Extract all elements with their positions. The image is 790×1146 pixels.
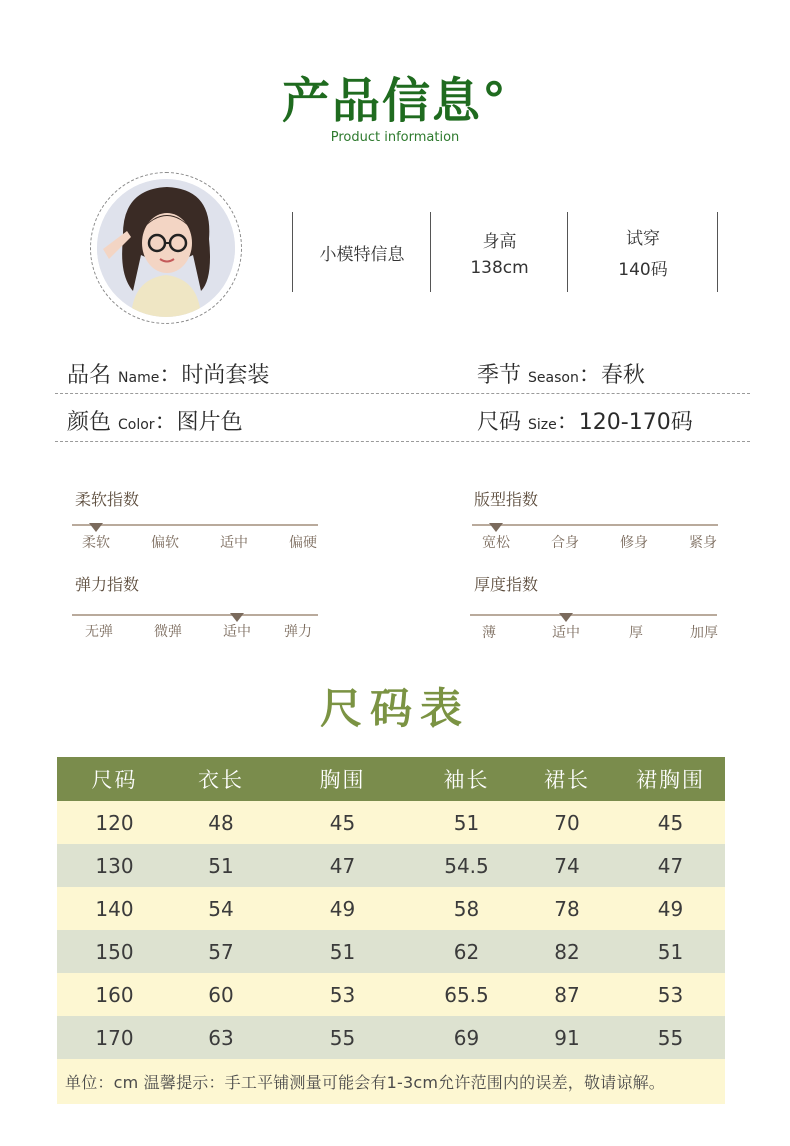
table-cell: 53: [329, 982, 356, 1007]
index-track: [72, 524, 318, 526]
table-row: [57, 1016, 725, 1059]
table-cell: 87: [554, 982, 580, 1007]
model-avatar: [97, 179, 235, 317]
table-header-cell: 裙长: [544, 768, 590, 792]
index-option: 偏硬: [289, 535, 317, 551]
table-cell: 140: [95, 896, 134, 921]
index-option: 修身: [620, 535, 648, 551]
table-cell: 57: [208, 939, 234, 964]
index-option: 偏软: [151, 535, 179, 551]
info-divider: [717, 212, 718, 292]
index-option: 厚: [629, 625, 643, 641]
index-option: 加厚: [690, 625, 718, 641]
table-cell: 53: [657, 982, 684, 1007]
table-row: [57, 844, 725, 887]
table-row: [57, 801, 725, 844]
separator: ：: [159, 363, 182, 388]
season-label-cn: 季节: [477, 363, 522, 388]
index-option: 弹力: [284, 624, 312, 640]
size-chart-title: 尺码表: [319, 684, 470, 733]
table-cell: 60: [208, 982, 234, 1007]
table-cell: 63: [208, 1025, 234, 1050]
index-title: 弹力指数: [75, 575, 140, 594]
season-label-en: Season: [528, 370, 579, 386]
table-header-cell: 裙胸围: [636, 768, 705, 792]
dashed-divider: [55, 441, 750, 442]
index-track: [472, 524, 718, 526]
table-header-cell: 尺码: [91, 768, 138, 792]
table-cell: 47: [329, 853, 356, 878]
model-info-label: [293, 212, 431, 292]
index-title: 版型指数: [474, 490, 539, 509]
index-option: 微弹: [154, 624, 182, 640]
table-cell: 48: [208, 810, 234, 835]
table-cell: 45: [329, 810, 356, 835]
size-label-cn: 尺码: [477, 410, 522, 435]
name-label-en: Name: [118, 370, 160, 386]
page-subtitle: Product information: [330, 130, 460, 145]
dashed-divider: [55, 393, 750, 394]
index-option: 薄: [482, 625, 496, 641]
index-option: 紧身: [689, 535, 717, 551]
index-title: 厚度指数: [474, 575, 539, 594]
table-body: [57, 801, 725, 1059]
model-info-text: 小模特信息: [319, 244, 405, 265]
index-option: 无弹: [85, 624, 113, 640]
table-note: 单位：cm 温馨提示：手工平铺测量可能会有1-3cm允许范围内的误差，敬请谅解。: [57, 1059, 725, 1104]
tryon-value: 140码: [618, 260, 668, 280]
tryon-label: 试穿: [626, 229, 660, 249]
index-option: 适中: [552, 625, 580, 641]
table-cell: 49: [329, 896, 356, 921]
table-cell: 58: [453, 896, 480, 921]
separator: ：: [154, 410, 177, 435]
table-header-cell: 胸围: [319, 768, 366, 792]
table-cell: 47: [657, 853, 684, 878]
index-option: 合身: [551, 535, 579, 551]
table-header-cell: 衣长: [198, 768, 244, 792]
index-marker-icon: [489, 523, 503, 532]
separator: ：: [578, 363, 601, 388]
table-cell: 55: [657, 1025, 684, 1050]
table-row: [57, 973, 725, 1016]
index-track: [72, 614, 318, 616]
table-cell: 120: [95, 810, 134, 835]
table-cell: 51: [329, 939, 356, 964]
index-track: [470, 614, 717, 616]
table-cell: 54.5: [444, 853, 489, 878]
table-cell: 62: [453, 939, 480, 964]
table-cell: 55: [329, 1025, 356, 1050]
index-option: 适中: [223, 624, 251, 640]
size-row: [477, 405, 693, 436]
table-cell: 65.5: [444, 982, 489, 1007]
table-cell: 130: [95, 853, 134, 878]
table-cell: 170: [95, 1025, 134, 1050]
table-cell: 91: [554, 1025, 580, 1050]
table-cell: 45: [657, 810, 684, 835]
table-header: [57, 757, 725, 801]
index-option: 适中: [220, 535, 248, 551]
table-cell: 82: [554, 939, 580, 964]
size-table: [57, 757, 725, 1104]
name-value: 时尚套装: [181, 363, 270, 388]
season-row: [477, 358, 645, 389]
table-cell: 78: [554, 896, 580, 921]
table-row: [57, 887, 725, 930]
color-value: 图片色: [176, 410, 243, 435]
table-cell: 49: [657, 896, 684, 921]
height-value: 138cm: [470, 257, 529, 278]
table-header-cell: 袖长: [443, 768, 490, 792]
color-row: [67, 405, 243, 436]
table-cell: 54: [208, 896, 234, 921]
separator: ：: [556, 410, 579, 435]
table-cell: 69: [453, 1025, 480, 1050]
index-marker-icon: [89, 523, 103, 532]
table-cell: 160: [95, 982, 134, 1007]
name-label-cn: 品名: [67, 363, 112, 388]
color-label-en: Color: [118, 417, 155, 433]
index-option: 柔软: [82, 535, 110, 551]
model-photo-icon: [97, 179, 235, 317]
size-label-en: Size: [528, 417, 557, 433]
table-cell: 51: [208, 853, 234, 878]
color-label-cn: 颜色: [67, 410, 112, 435]
product-name-row: [67, 358, 269, 389]
page-title: 产品信息°: [281, 73, 508, 129]
height-label: 身高: [482, 231, 517, 252]
season-value: 春秋: [600, 363, 645, 388]
table-cell: 51: [657, 939, 684, 964]
table-row: [57, 930, 725, 973]
table-cell: 150: [95, 939, 134, 964]
table-cell: 70: [554, 810, 580, 835]
model-tryon: [568, 212, 718, 292]
table-cell: 51: [453, 810, 480, 835]
index-option: 宽松: [482, 535, 510, 551]
model-height: [431, 212, 568, 292]
index-title: 柔软指数: [75, 490, 140, 509]
index-marker-icon: [559, 613, 573, 622]
table-cell: 74: [554, 853, 580, 878]
size-value: 120-170码: [578, 410, 693, 435]
